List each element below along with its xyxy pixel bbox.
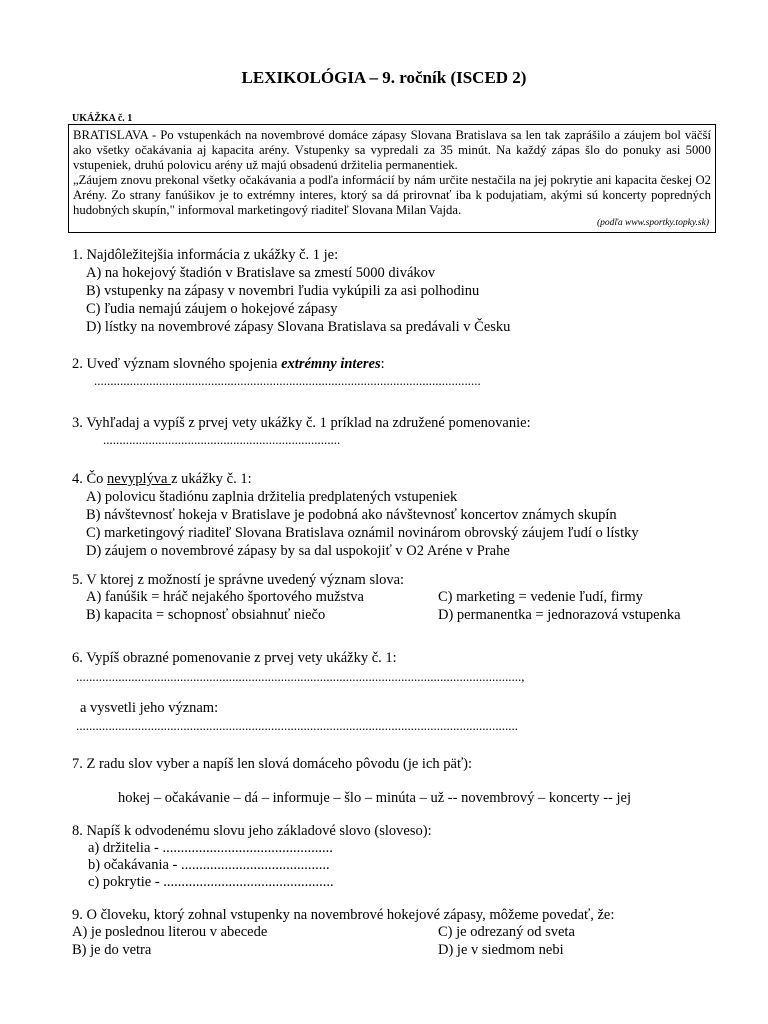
question-4-option-b: B) návštevnosť hokeja v Bratislave je podobná ako návštevnosť koncertov známych skupín xyxy=(86,507,617,523)
question-2-text: 2. Uveď význam slovného spojenia xyxy=(72,356,282,372)
sample-paragraph-2: „Záujem znovu prekonal všetky očakávania a podľa informácií by nám určite nestačila na jej pokrytie ani kapacita českej O2 Arény. Zo strany fanúšikov je to extrémny interes, ktorý sa dá prirovnať iba k podujatiam, akými sú koncerty popredných hudobných skupín," informoval marketingový riaditeľ Slovana Milan Vajda. xyxy=(73,173,711,217)
question-6-answer-line-1[interactable]: ........................................................................................................................................., xyxy=(76,669,525,684)
question-2-colon: : xyxy=(380,356,385,372)
question-9-option-c: C) je odrezaný od sveta xyxy=(438,924,575,940)
question-9-option-d: D) je v siedmom nebi xyxy=(438,942,564,958)
question-1-option-a: A) na hokejový štadión v Bratislave sa zmestí 5000 divákov xyxy=(86,265,436,281)
question-9-option-b: B) je do vetra xyxy=(72,942,152,958)
question-4-option-a: A) polovicu štadiónu zaplnia držitelia predplatených vstupeniek xyxy=(86,489,458,505)
question-9: 9. O človeku, ktorý zohnal vstupenky na novembrové hokejové zápasy, môžeme povedať, že: xyxy=(72,907,615,923)
question-6-subprompt: a vysvetli jeho význam: xyxy=(80,700,219,716)
question-3: 3. Vyhľadaj a vypíš z prvej vety ukážky č. 1 príklad na združené pomenovanie: xyxy=(72,415,531,431)
question-2-answer-line[interactable]: ....................................................................................................................... xyxy=(94,373,481,388)
question-6: 6. Vypíš obrazné pomenovanie z prvej vety ukážky č. 1: xyxy=(72,650,397,666)
question-8-item-c[interactable]: c) pokrytie - ............................................... xyxy=(88,874,334,890)
sample-paragraph-1: BRATISLAVA - Po vstupenkách na novembrové domáce zápasy Slovana Bratislava sa len tak zaprášilo a záujem bol väčší ako všetky očakávania aj kapacita arény. Vstupenky sa vypredali za 35 minút. Na každý zápas šlo do ponuky asi 5000 vstupeniek, druhú polovicu arény už majú obsadenú držitelia permanentiek. xyxy=(73,128,711,172)
question-9-option-a: A) je poslednou literou v abecede xyxy=(72,924,268,940)
question-1-option-d: D) lístky na novembrové zápasy Slovana Bratislava sa predávali v Česku xyxy=(86,319,511,335)
question-8: 8. Napíš k odvodenému slovu jeho základové slovo (sloveso): xyxy=(72,823,432,839)
question-5: 5. V ktorej z možností je správne uvedený význam slova: xyxy=(72,572,405,588)
page-title: LEXIKOLÓGIA – 9. ročník (ISCED 2) xyxy=(241,68,527,87)
question-4-text-end: z ukážky č. 1: xyxy=(171,471,252,487)
question-3-answer-line[interactable]: ......................................................................... xyxy=(103,432,341,447)
sample-label: UKÁŽKA č. 1 xyxy=(72,113,133,124)
question-7-word-list: hokej – očakávanie – dá – informuje – šlo – minúta – už -- novembrový – koncerty -- jej xyxy=(118,790,631,806)
question-1-option-b: B) vstupenky na zápasy v novembri ľudia vykúpili za asi polhodinu xyxy=(86,283,480,299)
sample-text-box xyxy=(68,124,716,233)
question-4-text: 4. Čo xyxy=(72,471,108,487)
sample-source: (podľa www.sportky.topky.sk) xyxy=(597,218,709,228)
question-4-option-d: D) záujem o novembrové zápasy by sa dal uspokojiť v O2 Aréne v Prahe xyxy=(86,543,510,559)
question-1: 1. Najdôležitejšia informácia z ukážky č. 1 je: xyxy=(72,247,339,263)
question-2 xyxy=(72,355,385,374)
question-5-option-d: D) permanentka = jednorazová vstupenka xyxy=(438,607,681,623)
question-8-item-a[interactable]: a) držitelia - ............................................... xyxy=(88,840,333,856)
question-7: 7. Z radu slov vyber a napíš len slová domáceho pôvodu (je ich päť): xyxy=(72,756,473,772)
question-5-option-a: A) fanúšik = hráč nejakého športového mužstva xyxy=(86,589,364,605)
question-1-option-c: C) ľudia nemajú záujem o hokejové zápasy xyxy=(86,301,338,317)
question-4 xyxy=(72,470,252,489)
question-8-item-b[interactable]: b) očakávania - ......................................... xyxy=(88,857,330,873)
question-5-option-b: B) kapacita = schopnosť obsiahnuť niečo xyxy=(86,607,326,623)
question-5-option-c: C) marketing = vedenie ľudí, firmy xyxy=(438,589,643,605)
question-4-option-c: C) marketingový riaditeľ Slovana Bratislava oznámil novinárom obrovský záujem ľudí o lístky xyxy=(86,525,639,541)
question-6-answer-line-2[interactable]: ........................................................................................................................................ xyxy=(76,718,518,733)
question-2-emphasis: extrémny interes xyxy=(281,356,381,372)
question-4-underlined: nevyplýva xyxy=(107,471,172,487)
